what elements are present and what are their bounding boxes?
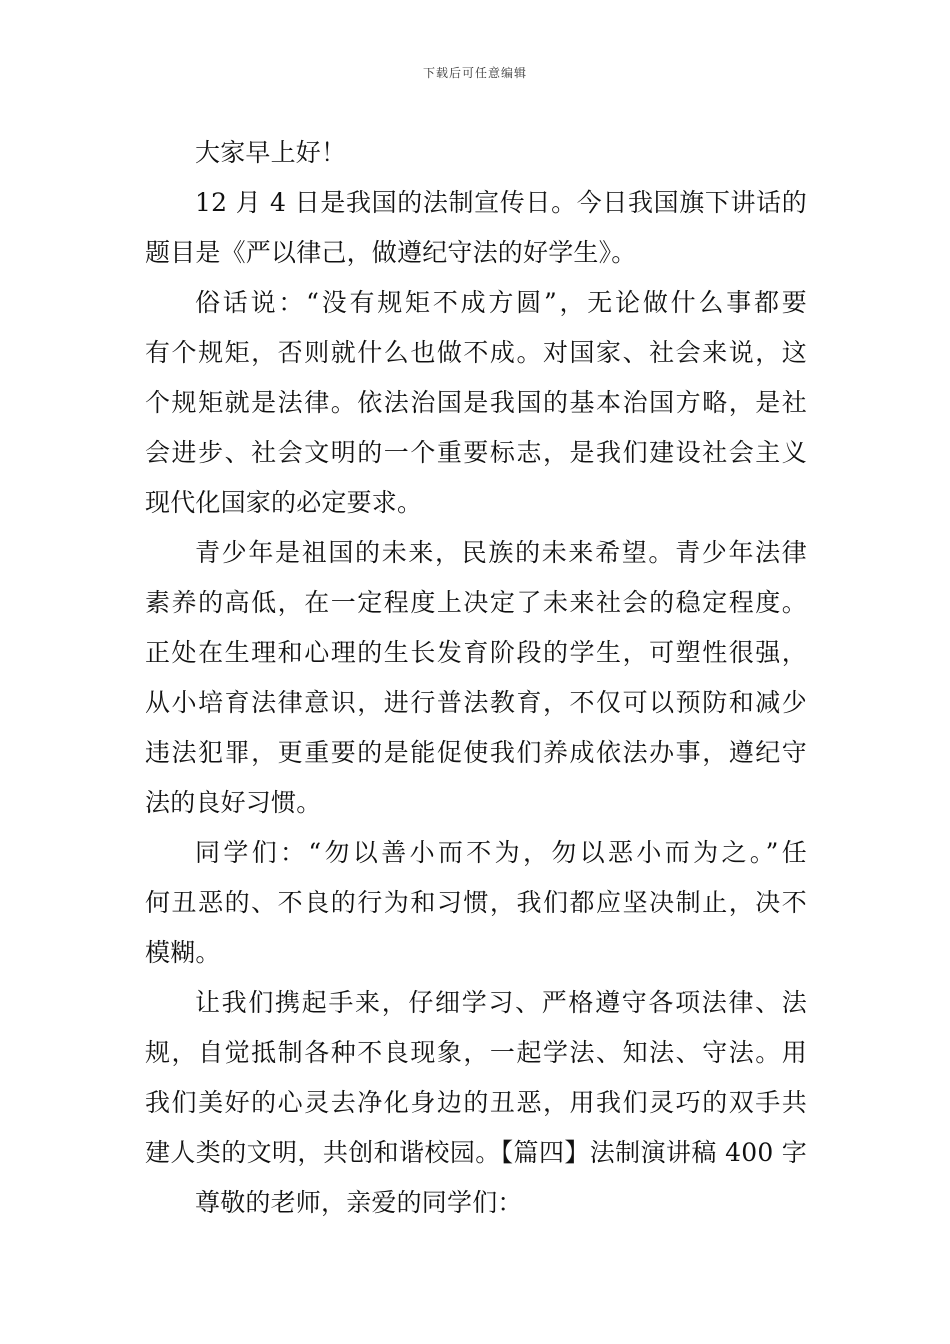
text-line: 建人类的文明，共创和谐校园。【篇四】法制演讲稿 400 字: [145, 1138, 807, 1167]
text-line: 个规矩就是法律。依法治国是我国的基本治国方略，是社: [145, 388, 807, 417]
text-line: 尊敬的老师，亲爱的同学们：: [195, 1188, 523, 1217]
text-line: 题目是《严以律己，做遵纪守法的好学生》。: [145, 238, 637, 267]
text-line: 现代化国家的必定要求。: [145, 488, 423, 517]
text-line: 从小培育法律意识，进行普法教育，不仅可以预防和减少: [145, 688, 807, 717]
text-line: 12 月 4 日是我国的法制宣传日。今日我国旗下讲话的: [195, 188, 807, 217]
text-line: 违法犯罪，更重要的是能促使我们养成依法办事，遵纪守: [145, 738, 807, 767]
text-line: 俗话说：“没有规矩不成方圆”，无论做什么事都要: [195, 288, 807, 317]
text-line: 让我们携起手来，仔细学习、严格遵守各项法律、法: [195, 988, 807, 1017]
text-line: 会进步、社会文明的一个重要标志，是我们建设社会主义: [145, 438, 807, 467]
text-line: 何丑恶的、不良的行为和习惯，我们都应坚决制止，决不: [145, 888, 807, 917]
text-line: 我们美好的心灵去净化身边的丑恶，用我们灵巧的双手共: [145, 1088, 807, 1117]
text-line: 正处在生理和心理的生长发育阶段的学生，可塑性很强，: [145, 638, 807, 667]
text-line: 规，自觉抵制各种不良现象，一起学法、知法、守法。用: [145, 1038, 807, 1067]
text-line: 有个规矩，否则就什么也做不成。对国家、社会来说，这: [145, 338, 807, 367]
text-line: 模糊。: [145, 938, 221, 967]
document-body: [145, 128, 807, 1228]
text-line: 大家早上好！: [195, 138, 347, 167]
text-line: 同学们：“勿以善小而不为，勿以恶小而为之。”任: [195, 838, 807, 867]
text-line: 素养的高低，在一定程度上决定了未来社会的稳定程度。: [145, 588, 807, 617]
text-line: 法的良好习惯。: [145, 788, 322, 817]
text-line: 青少年是祖国的未来，民族的未来希望。青少年法律: [195, 538, 807, 567]
page-header: 下载后可任意编辑: [422, 66, 527, 80]
